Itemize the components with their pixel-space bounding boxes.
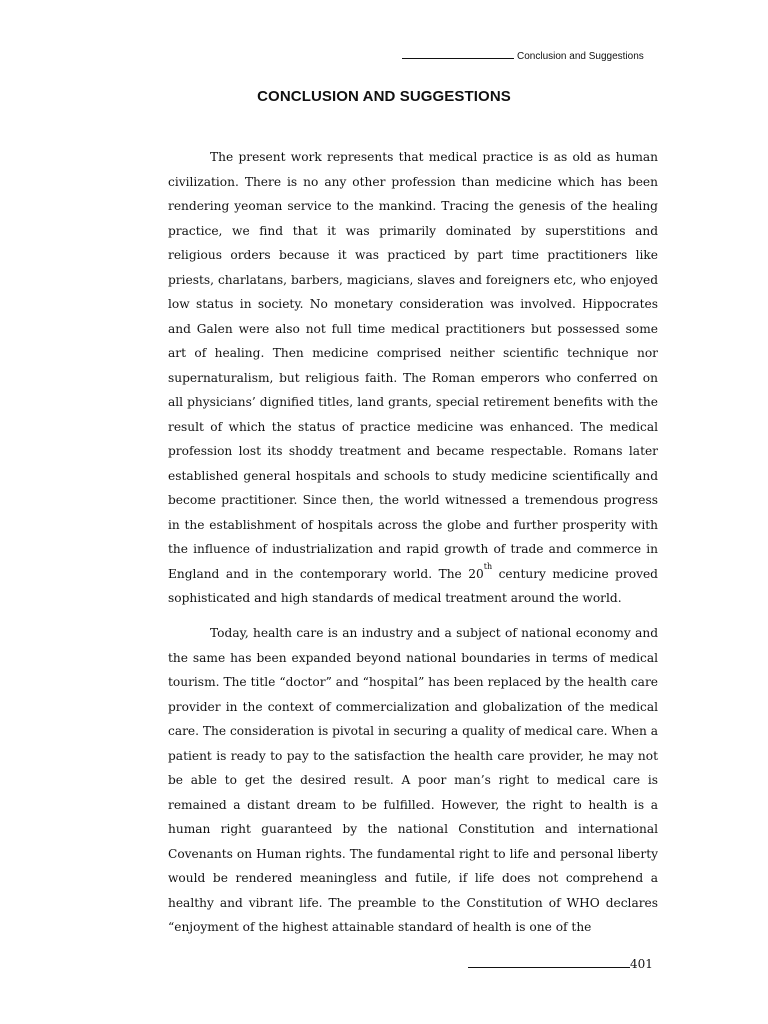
footer-rule xyxy=(468,967,630,968)
paragraph-2 xyxy=(168,621,658,940)
paragraph-1 xyxy=(168,145,658,611)
page-number: 401 xyxy=(630,957,653,971)
paragraph-2-text: Today, health care is an industry and a subject of national economy and the same has been expanded beyond national boundaries in terms of medical tourism. The title “doctor” and “hospital” has been replaced by the health care provider in the context of commercialization and globalization of the medical care. The consideration is pivotal in securing a quality of medical care. When a patient is ready to pay to the satisfaction the health care provider, he may not be able to get the desired result. A poor man’s right to medical care is remained a distant dream to be fulfilled. However, the right to health is a human right guaranteed by the national Constitution and international Covenants on Human rights. The fundamental right to life and personal liberty would be rendered meaningless and futile, if life does not comprehend a healthy and vibrant life. The preamble to the Constitution of WHO declares “enjoyment of the highest attainable standard of health is one of the xyxy=(168,626,658,934)
paragraph-1-text: The present work represents that medical practice is as old as human civilization. There is no any other profession than medicine which has been rendering yeoman service to the mankind. Tracing the genesis of the healing practice, we find that it was primarily dominated by superstitions and religious orders because it was practiced by part time practitioners like priests, charlatans, barbers, magicians, slaves and foreigners etc, who enjoyed low status in society. No monetary consideration was involved. Hippocrates and Galen were also not full time medical practitioners but possessed some art of healing. Then medicine comprised neither scientific technique nor supernaturalism, but religious faith. The Roman emperors who conferred on all physicians’ dignified titles, land grants, special retirement benefits with the result of which the status of practice medicine was enhanced. The medical profession lost its shoddy treatment and became respectable. Romans later established general hospitals and schools to study medicine scientifically and become practitioner. Since then, the world witnessed a tremendous progress in the establishment of hospitals across the globe and further prosperity with the influence of industrialization and rapid growth of trade and commerce in England and in the contemporary world. The 20 xyxy=(168,150,658,581)
header-rule xyxy=(402,58,514,59)
page-title: CONCLUSION AND SUGGESTIONS xyxy=(257,88,511,105)
running-title: Conclusion and Suggestions xyxy=(517,51,644,62)
running-header xyxy=(402,51,662,62)
page-footer xyxy=(468,957,653,971)
superscript-ordinal: th xyxy=(483,561,493,571)
paragraph-1-text-end: century medicine proved sophisticated and high standards of medical treatment around the world. xyxy=(168,566,658,605)
